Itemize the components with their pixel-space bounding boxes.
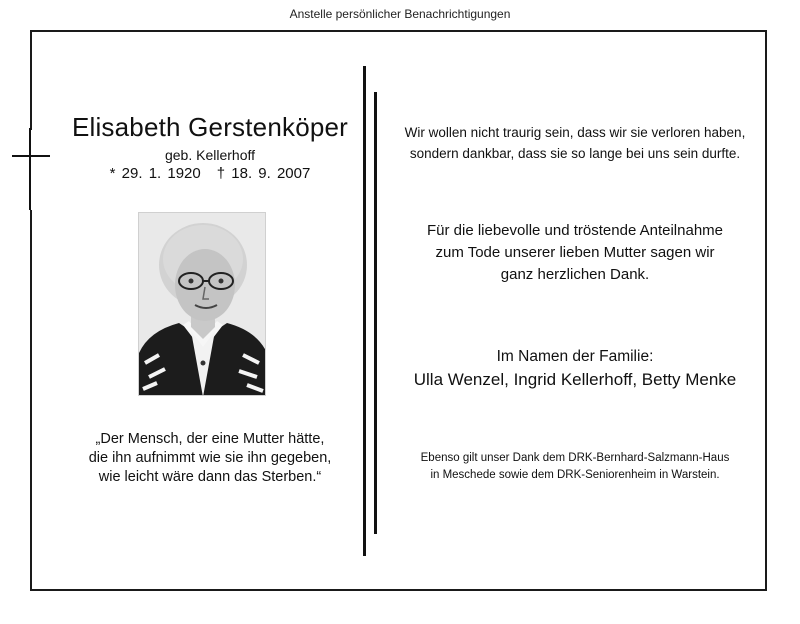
message-line: Wir wollen nicht traurig sein, dass wir sie verloren haben, xyxy=(404,125,746,140)
memorial-quote xyxy=(60,430,360,487)
family-names: Ulla Wenzel, Ingrid Kellerhoff, Betty Menke xyxy=(413,370,737,389)
additional-thanks xyxy=(392,450,758,484)
family-intro: Im Namen der Familie: xyxy=(496,348,654,365)
notice-header: Anstelle persönlicher Benachrichtigungen xyxy=(289,7,511,21)
deceased-name: Elisabeth Gerstenköper xyxy=(71,112,349,142)
maiden-name: geb. Kellerhoff xyxy=(164,147,256,163)
death-date: † 18. 9. 2007 xyxy=(216,165,311,182)
quote-line: wie leicht wäre dann das Sterben.“ xyxy=(98,469,322,485)
quote-line: die ihn aufnimmt wie sie ihn gegeben, xyxy=(88,450,332,466)
cross-icon xyxy=(12,128,50,210)
thanks-message xyxy=(392,220,758,286)
intro-message xyxy=(392,122,758,164)
birth-date: * 29. 1. 1920 xyxy=(109,165,201,182)
thanks-line: zum Tode unserer lieben Mutter sagen wir xyxy=(435,244,715,261)
thanks-line: Für die liebevolle und tröstende Anteilnahme xyxy=(426,222,724,239)
quote-line: „Der Mensch, der eine Mutter hätte, xyxy=(95,431,325,447)
divider-line-left xyxy=(363,66,366,556)
thanks-line: ganz herzlichen Dank. xyxy=(500,266,650,283)
portrait-photo xyxy=(138,212,266,396)
life-dates xyxy=(60,165,360,182)
message-line: sondern dankbar, dass sie so lange bei uns sein durfte. xyxy=(409,146,741,161)
family-signature xyxy=(392,346,758,393)
extra-line: in Meschede sowie dem DRK-Seniorenheim in Warstein. xyxy=(430,469,720,481)
divider-line-right xyxy=(374,92,377,534)
extra-line: Ebenso gilt unser Dank dem DRK-Bernhard-Salzmann-Haus xyxy=(420,452,730,464)
